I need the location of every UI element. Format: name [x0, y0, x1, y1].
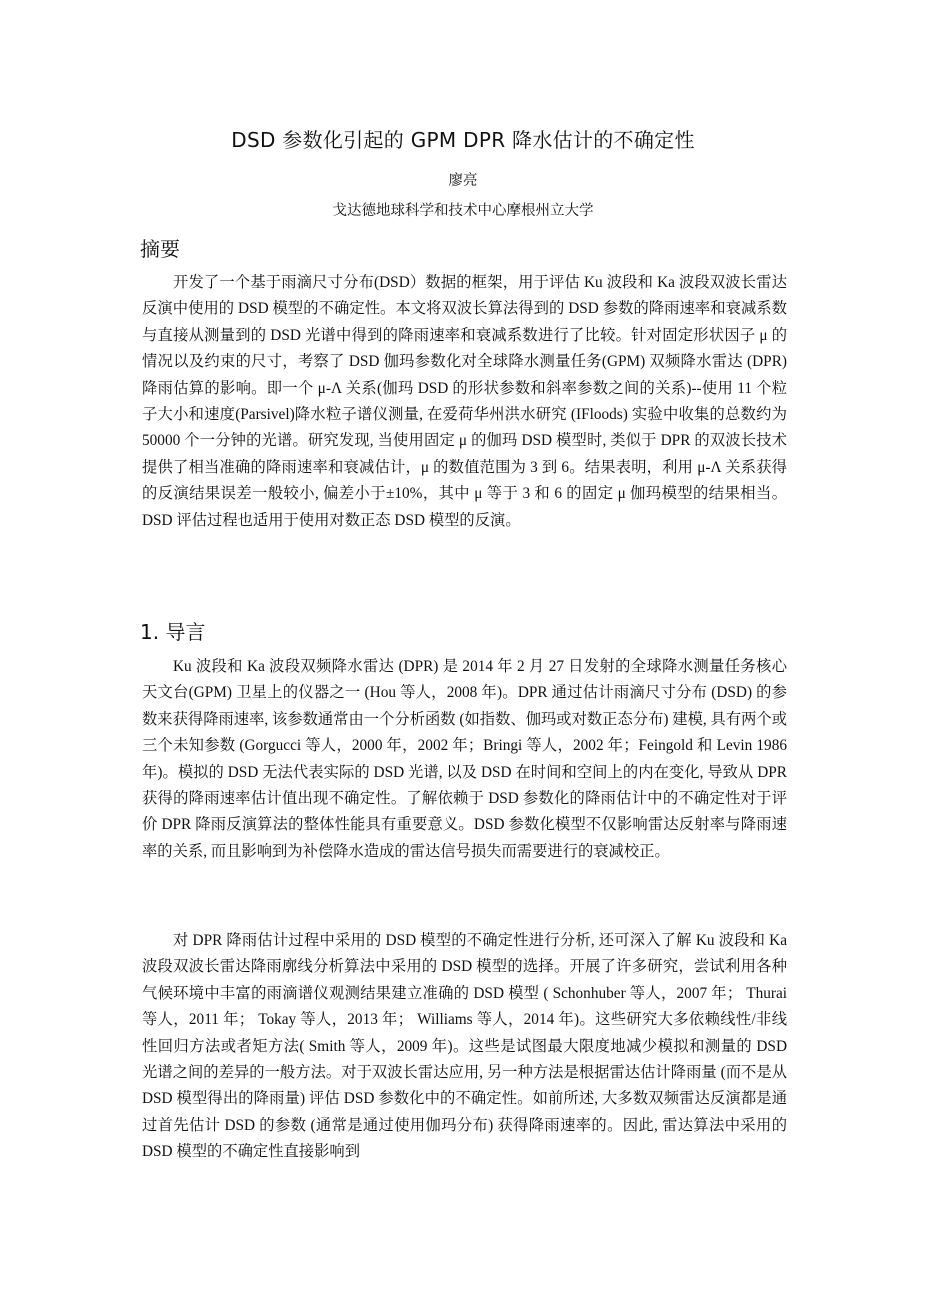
paper-title: DSD 参数化引起的 GPM DPR 降水估计的不确定性 [231, 128, 695, 152]
abstract-paragraph: 开发了一个基于雨滴尺寸分布(DSD）数据的框架，用于评估 Ku 波段和 Ka 波段双波长雷达反演中使用的 DSD 模型的不确定性。本文将双波长算法得到的 DSD 参数的降雨速率和衰减系数与直接从测量到的 DSD 光谱中得到的降雨速率和衰减系数进行了比较。针对固定形状因子 μ 的情况以及约束的尺寸，考察了 DSD 伽玛参数化对全球降水测量任务(GPM) 双频降水雷达 (DPR) 降雨估算的影响。即一个 μ-Λ 关系(伽玛 DSD 的形状参数和斜率参数之间的关系)--使用 11 个粒子大小和速度(Parsivel)降水粒子谱仪测量, 在爱荷华州洪水研究 (IFloods) 实验中收集的总数约为 50000 个一分钟的光谱。研究发现, 当使用固定 μ 的伽玛 DSD 模型时, 类似于 DPR 的双波长技术提供了相当准确的降雨速率和衰减估计，μ 的数值范围为 3 到 6。结果表明，利用 μ-Λ 关系获得的反演结果误差一般较小, 偏差小于±10%，其中 μ 等于 3 和 6 的固定 μ 伽玛模型的结果相当。DSD 评估过程也适用于使用对数正态 DSD 模型的反演。 [142, 274, 787, 529]
author-affiliation: 戈达德地球科学和技术中心摩根州立大学 [332, 203, 594, 219]
abstract-heading: 摘要 [140, 237, 180, 261]
introduction-paragraph-1: Ku 波段和 Ka 波段双频降水雷达 (DPR) 是 2014 年 2 月 27 日发射的全球降水测量任务核心天文台(GPM) 卫星上的仪器之一 (Hou 等人，2008 年)。DPR 通过估计雨滴尺寸分布 (DSD) 的参数来获得降雨速率, 该参数通常由一个分析函数 (如指数、伽玛或对数正态分布) 建模, 具有两个或三个未知参数 (Gorgucci 等人，2000 年，2002 年；Bringi 等人，2002 年；Feingold 和 Levin 1986 年)。模拟的 DSD 无法代表实际的 DSD 光谱, 以及 DSD 在时间和空间上的内在变化, 导致从 DPR 获得的降雨速率估计值出现不确定性。了解依赖于 DSD 参数化的降雨估计中的不确定性对于评价 DPR 降雨反演算法的整体性能具有重要意义。DSD 参数化模型不仅影响雷达反射率与降雨速率的关系, 而且影响到为补偿降水造成的雷达信号损失而需要进行的衰减校正。 [142, 658, 788, 860]
introduction-paragraph-2: 对 DPR 降雨估计过程中采用的 DSD 模型的不确定性进行分析, 还可深入了解 Ku 波段和 Ka 波段双波长雷达降雨廓线分析算法中采用的 DSD 模型的选择。开展了许多研究，尝试利用各种气候环境中丰富的雨滴谱仪观测结果建立准确的 DSD 模型 ( Schonhuber 等人，2007 年； Thurai 等人，2011 年； Tokay 等人，2013 年； Williams 等人，2014 年)。这些研究大多依赖线性/非线性回归方法或者矩方法( Smith 等人，2009 年)。这些是试图最大限度地减少模拟和测量的 DSD 光谱之间的差异的一般方法。对于双波长雷达应用, 另一种方法是根据雷达估计降雨量 (而不是从 DSD 模型得出的降雨量) 评估 DSD 参数化中的不确定性。如前所述, 大多数双频雷达反演都是通过首先估计 DSD 的参数 (通常是通过使用伽玛分布) 获得降雨速率的。因此, 雷达算法中采用的 DSD 模型的不确定性直接影响到 [142, 932, 787, 1161]
author-name: 廖亮 [448, 173, 478, 189]
introduction-heading: 1. 导言 [140, 620, 206, 644]
